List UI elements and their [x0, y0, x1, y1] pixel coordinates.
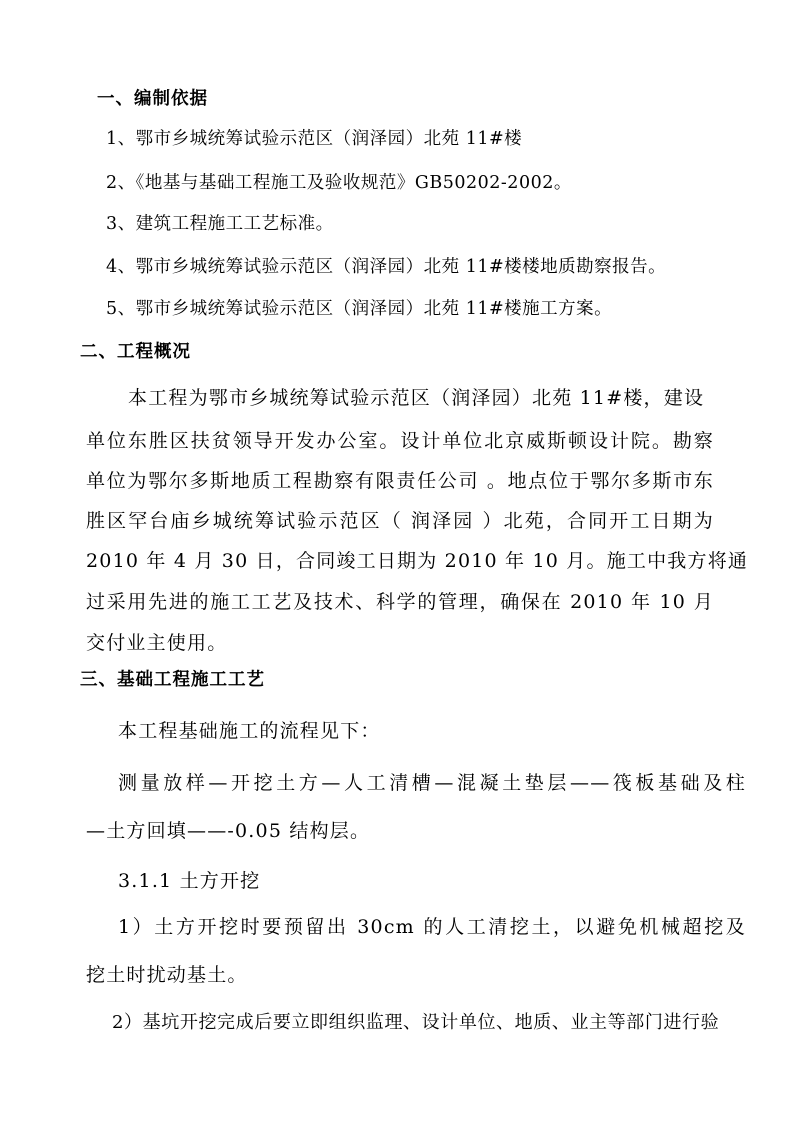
earthwork-point-2-line-1: 2）基坑开挖完成后要立即组织监理、设计单位、地质、业主等部门进行验	[112, 1012, 720, 1033]
foundation-intro: 本工程基础施工的流程见下：	[118, 720, 381, 742]
overview-line-2: 单位东胜区扶贫领导开发办公室。设计单位北京威斯顿设计院。勘察	[86, 430, 714, 452]
basis-item-5: 5、鄂市乡城统筹试验示范区（润泽园）北苑 11#楼施工方案。	[106, 299, 613, 319]
overview-line-3: 单位为鄂尔多斯地质工程勘察有限责任公司 。地点位于鄂尔多斯市东	[86, 470, 714, 492]
section-heading-overview: 二、工程概况	[80, 342, 191, 362]
basis-item-4: 4、鄂市乡城统筹试验示范区（润泽园）北苑 11#楼楼地质勘察报告。	[106, 257, 667, 277]
section-heading-foundation: 三、基础工程施工工艺	[80, 670, 265, 690]
flow-line-1: 测量放样—开挖土方—人工清槽—混凝土垫层——筏板基础及柱	[118, 772, 746, 794]
flow-line-2: —土方回填——-0.05 结构层。	[86, 820, 371, 842]
subsection-earthwork: 3.1.1 土方开挖	[118, 870, 261, 892]
overview-line-5: 2010 年 4 月 30 日，合同竣工日期为 2010 年 10 月。施工中我方将通	[86, 550, 749, 572]
overview-line-7: 交付业主使用。	[86, 632, 228, 654]
section-heading-basis: 一、编制依据	[97, 89, 208, 109]
overview-line-6: 过采用先进的施工工艺及技术、科学的管理，确保在 2010 年 10 月	[86, 591, 714, 613]
basis-item-1: 1、鄂市乡城统筹试验示范区（润泽园）北苑 11#楼	[106, 129, 523, 149]
earthwork-point-1-line-2: 挖土时扰动基土。	[86, 964, 248, 986]
earthwork-point-1-line-1: 1）土方开挖时要预留出 30cm 的人工清挖土，以避免机械超挖及	[118, 916, 746, 938]
overview-line-1: 本工程为鄂市乡城统筹试验示范区（润泽园）北苑 11#楼，建设	[128, 387, 705, 409]
basis-item-2: 2、《地基与基础工程施工及验收规范》GB50202-2002。	[106, 173, 572, 193]
basis-item-3: 3、建筑工程施工工艺标准。	[106, 214, 334, 234]
overview-line-4: 胜区罕台庙乡城统筹试验示范区（ 润泽园 ）北苑，合同开工日期为	[86, 510, 714, 532]
